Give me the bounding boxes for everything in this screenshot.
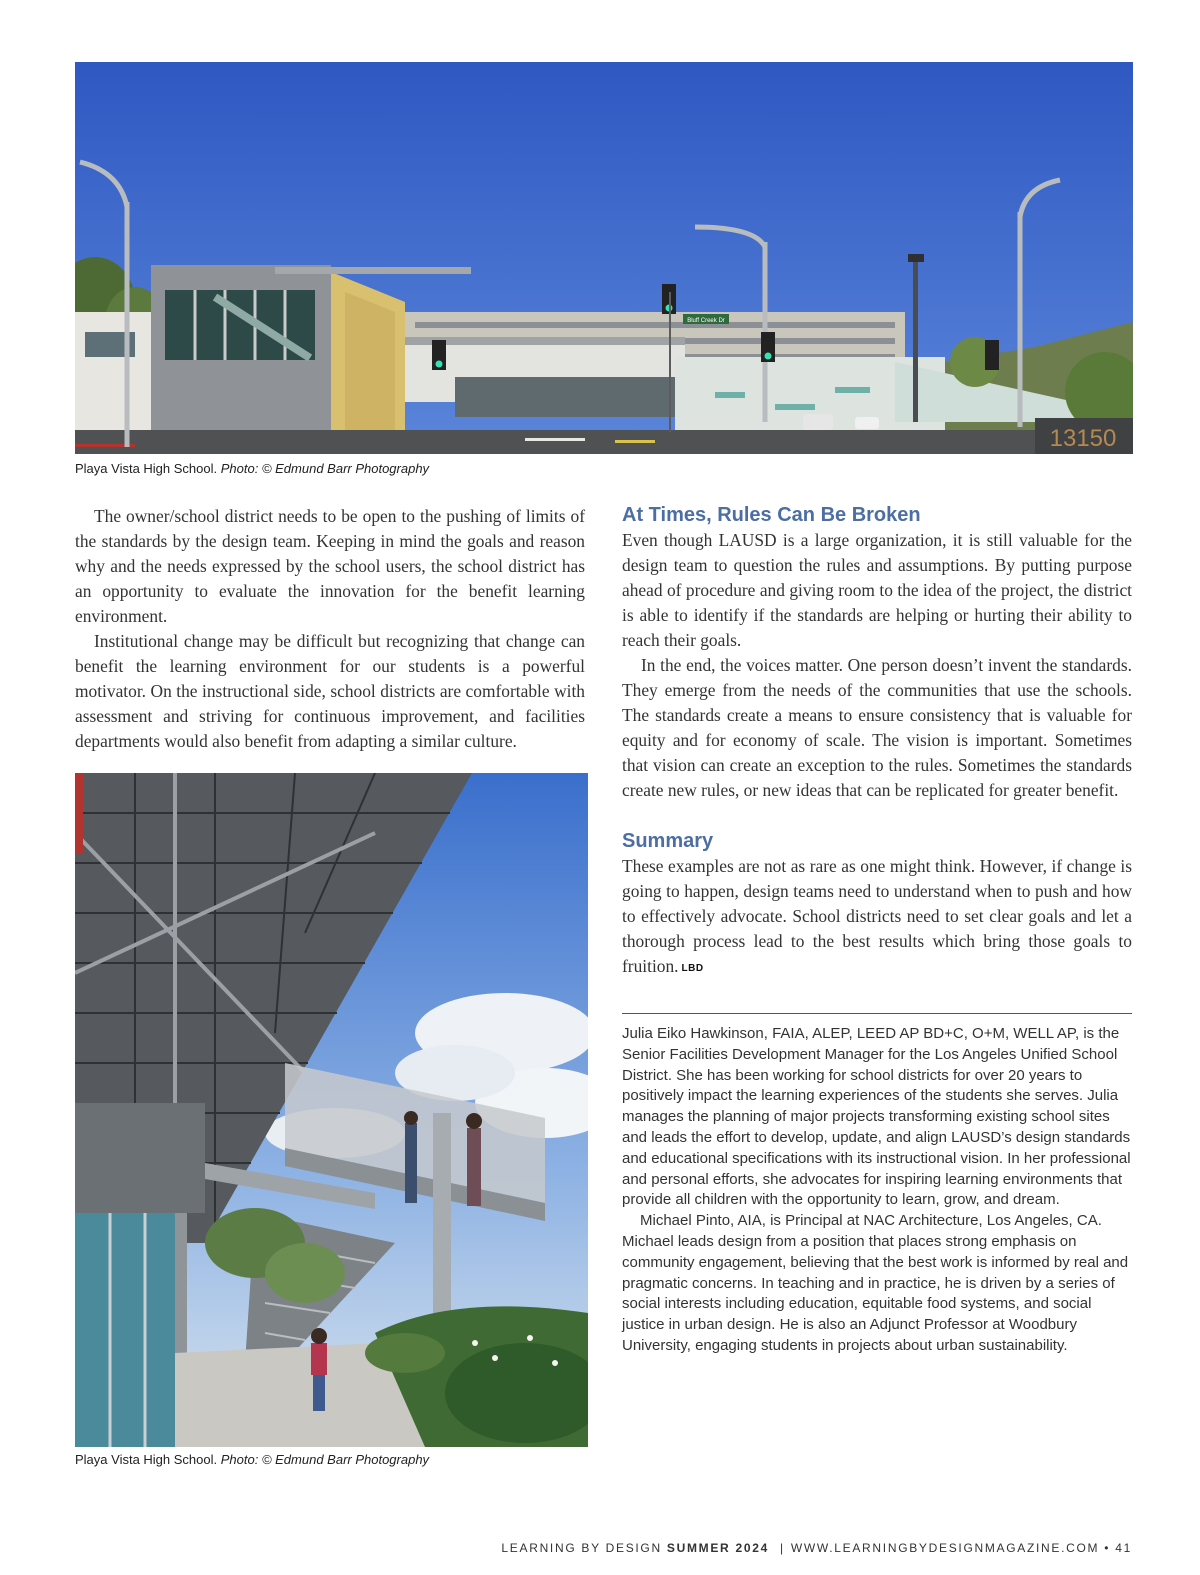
bio-divider [622, 1013, 1132, 1014]
summary-paragraph [622, 854, 1132, 981]
left-paragraph-1: The owner/school district needs to be open to the pushing of limits of the standards by the design team. Keeping in mind the goals and reason why and the needs expressed by the school users, the school district has an opportunity to evaluate the innovation for the benefit learning environment. [75, 506, 585, 626]
bottom-caption-name: Playa Vista High School. [75, 1452, 218, 1467]
page-footer [501, 1541, 1132, 1555]
address-number: 13150 [1049, 425, 1117, 452]
bottom-caption-credit: Photo: © Edmund Barr Photography [220, 1452, 430, 1467]
right-column [622, 502, 1132, 981]
school-stair-photo [75, 773, 588, 1447]
bio-hawkinson: Julia Eiko Hawkinson, FAIA, ALEP, LEED AP BD+C, O+M, WELL AP, is the Senior Facilities Development Manager for the Los Angeles Unified School District. She has been working for school districts for over 20 years to positively impact the learning experiences of the students she serves. Julia manages the planning of major projects transforming existing school sites and leads the effort to develop, update, and align LAUSD’s design standards and educational specifications with its instructional vision. In her professional and personal efforts, she advocates for inspiring learning environments that provide all children with the opportunity to learn, grow, and dream. [622, 1025, 1131, 1209]
bio-pinto: Michael Pinto, AIA, is Principal at NAC Architecture, Los Angeles, CA. Michael leads design from a position that places strong emphasis on community engagement, believing that the best work is informed by real and pragmatic concerns. In teaching and in practice, he is driven by a series of social interests including education, equitable food systems, and social justice in urban design. He is also an Adjunct Professor at Woodbury University, engaging students in projects about urban sustainability. [622, 1212, 1129, 1354]
left-column [75, 504, 585, 754]
footer-separator: | [780, 1541, 785, 1555]
author-bios [622, 1024, 1132, 1357]
rules-paragraph-1: Even though LAUSD is a large organization, it is still valuable for the design team to question the rules and assumptions. By putting purpose ahead of procedure and giving room to the idea of the project, the district is able to identify if the standards are helping or hurting their ability to reach their goals. [622, 530, 1132, 650]
left-paragraph-2: Institutional change may be difficult but recognizing that change can benefit the learning environment for our students is a powerful motivator. On the instructional side, school districts are comfortable with assessment and striving for continuous improvement, and facilities departments would also benefit from adapting a similar culture. [75, 631, 585, 751]
top-photo-caption [75, 461, 429, 476]
summary-text: These examples are not as rare as one might think. However, if change is going to happen, design teams need to understand when to push and how to effectively advocate. School districts need to set clear goals and let a thorough process lead to the best results which bring those goals to fruition. [622, 856, 1132, 976]
rules-paragraph-2: In the end, the voices matter. One person doesn’t invent the standards. They emerge from the needs of the communities that use the schools. The standards create a means to ensure consistency that is valuable for equity and for economy of scale. The vision is important. Sometimes that vision can create an exception to the rules. Sometimes the standards create new rules, or new ideas that can be replicated for greater benefit. [622, 655, 1132, 800]
street-sign-text: Bluff Creek Dr [687, 318, 725, 324]
footer-magazine: LEARNING BY DESIGN [501, 1541, 662, 1555]
section-heading-rules: At Times, Rules Can Be Broken [622, 504, 921, 526]
footer-bullet: • [1104, 1541, 1111, 1555]
section-heading-summary: Summary [622, 830, 714, 852]
top-caption-credit: Photo: © Edmund Barr Photography [220, 461, 430, 476]
school-exterior-photo [75, 62, 1133, 454]
footer-issue: SUMMER 2024 [666, 1541, 769, 1555]
page-number: 41 [1115, 1541, 1132, 1555]
footer-website: WWW.LEARNINGBYDESIGNMAGAZINE.COM [790, 1541, 1100, 1555]
top-caption-name: Playa Vista High School. [75, 461, 218, 476]
bottom-photo-caption [75, 1452, 429, 1467]
lbd-end-mark: LBD [681, 963, 704, 974]
